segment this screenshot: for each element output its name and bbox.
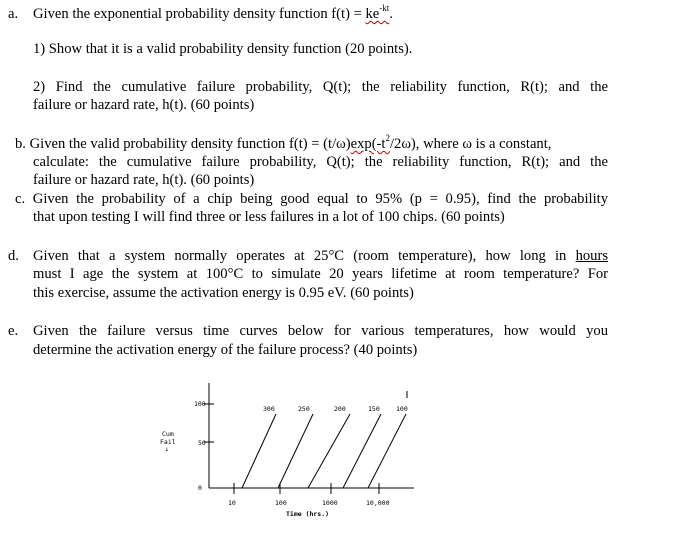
series-line-100 xyxy=(368,414,406,488)
question-d-line-3: this exercise, assume the activation energy is 0.95 eV. (60 points) xyxy=(33,285,414,301)
series-label-150: 150 xyxy=(368,405,380,413)
x-tick-label-100: 100 xyxy=(275,499,287,507)
y-tick-label-50: 50 xyxy=(198,439,206,447)
series-line-300 xyxy=(242,414,276,488)
x-tick-label-10: 10 xyxy=(228,499,236,507)
y-tick-label-0: 0 xyxy=(198,484,202,492)
question-a-stem-text: Given the exponential probability density function f(t) = xyxy=(33,6,366,22)
y-axis-arrow: ↓ xyxy=(165,445,169,453)
series-label-100: 100 xyxy=(396,405,408,413)
question-a-part-1: 1) Show that it is a valid probability density function (20 points). xyxy=(33,41,413,57)
question-d-label: d. xyxy=(8,248,19,264)
x-tick-label-10000: 10,000 xyxy=(366,499,390,507)
question-b-line-3: failure or hazard rate, h(t). (60 points) xyxy=(33,172,255,188)
failure-vs-time-chart xyxy=(150,378,420,523)
y-axis-label-fail: Fail xyxy=(160,438,176,446)
series-label-300: 300 xyxy=(263,405,275,413)
question-e-line-2: determine the activation energy of the failure process? (40 points) xyxy=(33,342,418,358)
series-line-150 xyxy=(343,414,381,488)
question-a-stem-ke: $ke^{-kt}$ xyxy=(365,3,390,22)
series-label-200: 200 xyxy=(334,405,346,413)
question-a-part-2-line-2: failure or hazard rate, h(t). (60 points) xyxy=(33,97,255,113)
question-a-stem: Given the exponential probability density function $f(t) = ke^{-kt}$. xyxy=(33,3,393,22)
series-line-200 xyxy=(308,414,350,488)
question-c-line-1: c. Given the probability of a chip being good equal to 95% (p = 0.95), find the probability xyxy=(15,191,608,207)
question-c-line-2: that upon testing I will find three or less failures in a lot of 100 chips. (60 points) xyxy=(33,209,505,225)
question-e-label: e. xyxy=(8,323,19,339)
question-e-line-1: Given the failure versus time curves below for various temperatures, how would you xyxy=(33,323,608,339)
question-a-label: a. xyxy=(8,6,19,22)
question-d-line-2: must I age the system at 100°C to simulate 20 years lifetime at room temperature? For xyxy=(33,266,608,282)
series-label-250: 250 xyxy=(298,405,310,413)
x-tick-label-1000: 1000 xyxy=(322,499,338,507)
question-d-line-1: Given that a system normally operates at 25°C (room temperature), how long in hours xyxy=(33,248,608,264)
question-b-line-1: b. Given the valid probability density function $f(t) = (t/\omega)\exp(-t^2/2\omega)$, where ω is a constant, xyxy=(15,133,552,152)
question-b-line-2: calculate: the cumulative failure probability, Q(t); the reliability function, R(t); and the xyxy=(33,154,608,170)
question-a-part-2-line-1: 2) Find the cumulative failure probability, Q(t); the reliability function, R(t); and the xyxy=(33,79,608,95)
y-tick-label-100: 100 xyxy=(194,400,206,408)
series-line-250 xyxy=(278,414,313,488)
y-axis-label-cum: Cum xyxy=(162,430,174,438)
x-axis-label: Time (hrs.) xyxy=(286,510,330,518)
